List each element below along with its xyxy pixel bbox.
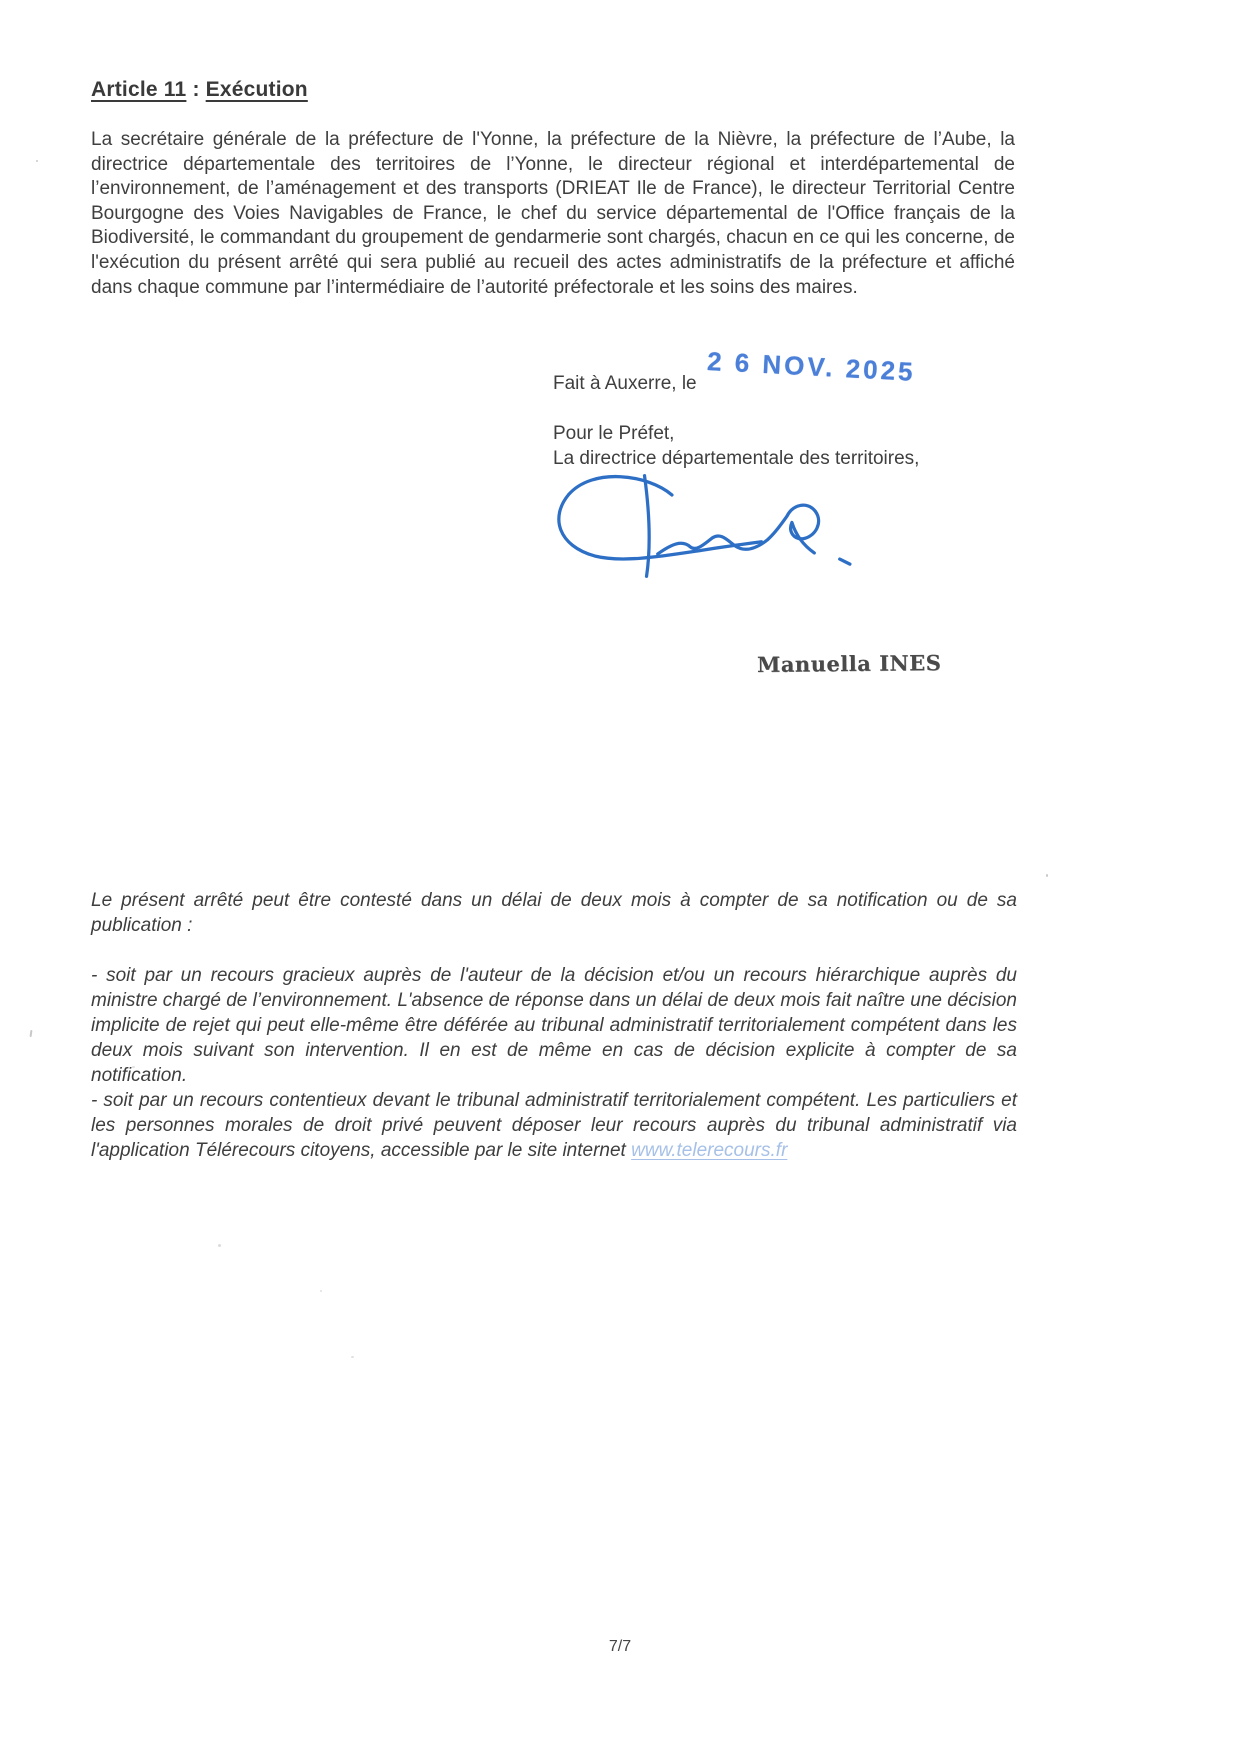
recours-items <box>91 963 1017 1163</box>
heading-separator: : <box>186 78 206 101</box>
article-heading <box>91 78 308 102</box>
authority-line-1: Pour le Préfet, <box>553 423 675 444</box>
scan-artifact-dot <box>132 1066 135 1068</box>
recours-item-gracieux: - soit par un recours gracieux auprès de l'auteur de la décision et/ou un recours hiérarchique auprès du ministre chargé de l’environnement. L'absence de réponse dans un délai de deux mois fait naître une décision implicite de rejet qui peut elle-même être déférée au tribunal administratif territorialement compétent dans les deux mois suivant son intervention. Il en est de même en cas de décision explicite à compter de sa notification. <box>91 965 1017 1086</box>
article-number: Article 11 <box>91 78 187 101</box>
scan-artifact-dot <box>320 1290 322 1292</box>
authority-block <box>553 421 919 471</box>
telerecours-link[interactable]: www.telerecours.fr <box>631 1140 788 1161</box>
scan-artifact-apostrophe <box>30 1030 33 1037</box>
scan-artifact-dot <box>36 160 38 162</box>
signatory-name-stamp: Manuella INES <box>756 650 942 677</box>
recours-item-contentieux-text: - soit par un recours contentieux devant le tribunal administratif territorialement compétent. Les particuliers et les personnes morales de droit privé peuvent déposer leur recours auprès du tribunal administratif via l'application Télérecours citoyens, accessible par le site internet <box>91 1090 1017 1161</box>
recours-item-contentieux <box>91 1088 1017 1163</box>
page-number: 7/7 <box>608 1638 632 1655</box>
place-date-line: Fait à Auxerre, le <box>553 373 697 394</box>
scan-artifact-dot <box>351 1356 354 1358</box>
handwritten-signature-icon <box>552 470 857 582</box>
execution-paragraph: La secrétaire générale de la préfecture de l'Yonne, la préfecture de la Nièvre, la préfecture de l’Aube, la directrice départementale des territoires de l’Yonne, le directeur régional et interdépartemental de l’environnement, de l’aménagement et des transports (DRIEAT Ile de France), le directeur Territorial Centre Bourgogne des Voies Navigables de France, le chef du service départemental de l'Office français de la Biodiversité, le commandant du groupement de gendarmerie sont chargés, chacun en ce qui les concerne, de l'exécution du présent arrêté qui sera publié au recueil des actes administratifs de la préfecture et affiché dans chaque commune par l’intermédiaire de l’autorité préfectorale et les soins des maires. <box>91 129 1015 298</box>
scan-artifact-dot <box>1046 874 1048 877</box>
date-stamp: 2 6 NOV. 2025 <box>706 346 917 387</box>
authority-line-2: La directrice départementale des territoires, <box>553 448 920 469</box>
scan-artifact-dot <box>218 1244 221 1247</box>
recours-intro: Le présent arrêté peut être contesté dans un délai de deux mois à compter de sa notification ou de sa publication : <box>91 890 1017 936</box>
article-title: Exécution <box>205 78 308 101</box>
